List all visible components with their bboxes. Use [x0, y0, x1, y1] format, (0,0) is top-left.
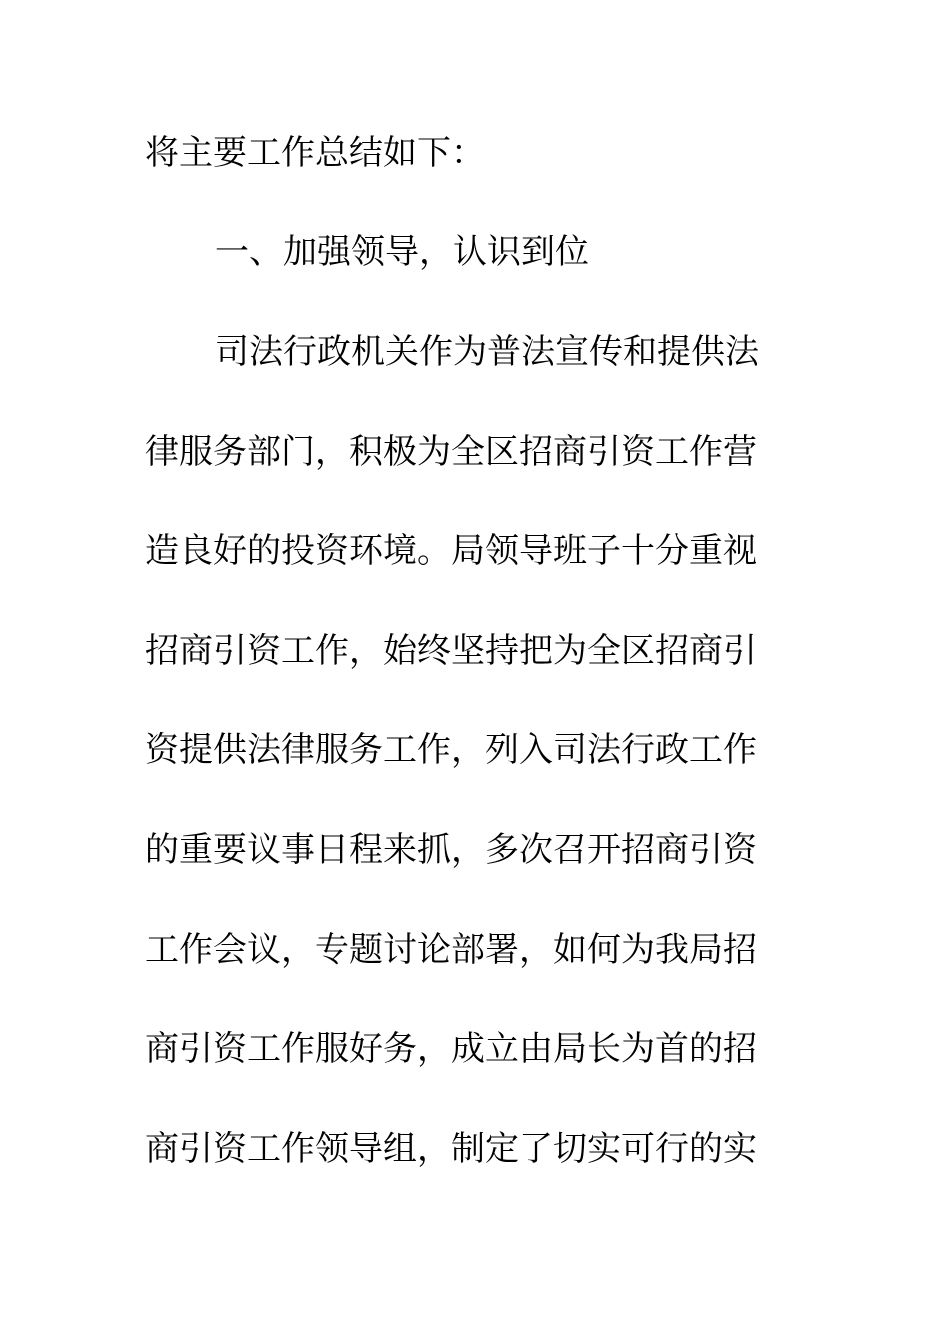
paragraph-line-7: 工作会议，专题讨论部署，如何为我局招 [145, 930, 757, 970]
paragraph-line-3: 造良好的投资环境。局领导班子十分重视 [145, 531, 757, 571]
paragraph-line-4: 招商引资工作，始终坚持把为全区招商引 [145, 631, 757, 671]
text-line-1: 将主要工作总结如下： [145, 133, 485, 173]
section-heading: 一、加强领导，认识到位 [215, 232, 589, 272]
paragraph-line-1: 司法行政机关作为普法宣传和提供法 [215, 332, 759, 372]
paragraph-line-5: 资提供法律服务工作，列入司法行政工作 [145, 730, 757, 770]
paragraph-line-6: 的重要议事日程来抓，多次召开招商引资 [145, 830, 757, 870]
paragraph-line-9: 商引资工作领导组，制定了切实可行的实 [145, 1129, 757, 1169]
paragraph-line-8: 商引资工作服好务，成立由局长为首的招 [145, 1029, 757, 1069]
paragraph-line-2: 律服务部门，积极为全区招商引资工作营 [145, 432, 757, 472]
